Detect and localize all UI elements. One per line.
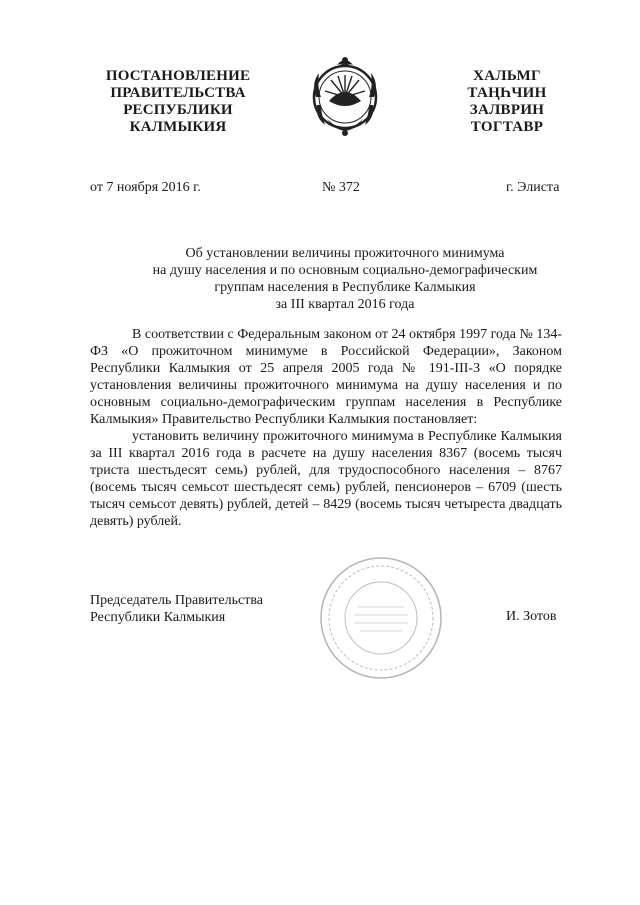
title-line: группам населения в Республике Калмыкия — [214, 280, 476, 295]
signatory-position-line: Председатель Правительства — [90, 593, 263, 608]
signatory-position-line: Республики Калмыкия — [90, 610, 226, 625]
body-paragraph-preamble: В соответствии с Федеральным законом от 24 октября 1997 года № 134-ФЗ «О прожиточном минимуме в Российской Федерации», Законом Республики Калмыкия от 25 апреля 2005 года № 191-III-З «О порядке установления величины прожиточного минимума на душу населения и по основным социально-демографическим группам населения в Республике Калмыкия» Правительство Республики Калмыкия постановляет: — [90, 327, 562, 427]
header-right-line: ТАҢҺЧИН — [467, 85, 547, 101]
title-line: за III квартал 2016 года — [275, 297, 415, 312]
document-date: от 7 ноября 2016 г. — [90, 180, 201, 195]
header-right-line: ТОГТАВР — [470, 119, 544, 135]
signatory-name: И. Зотов — [506, 609, 557, 624]
body-paragraph-resolution: установить величину прожиточного минимума в Республике Калмыкия за III квартал 2016 года в расчете на душу населения 8367 (восемь тысяч триста шестьдесят семь) рублей, для трудоспособного населения – 8767 (восемь тысяч семьсот шестьдесят семь) рублей, пенсионеров – 6709 (шесть тысяч семьсот девять) рублей, детей – 8429 (восемь тысяч четыреста двадцать девять) рублей. — [90, 429, 562, 529]
header-right-line: ЗАЛВРИН — [469, 102, 545, 118]
header-kalmyk-title — [452, 68, 562, 136]
title-line: Об установлении величины прожиточного минимума — [185, 246, 505, 261]
coat-of-arms-icon — [307, 53, 383, 139]
document-title — [100, 245, 590, 313]
header-left-line: КАЛМЫКИЯ — [129, 119, 227, 135]
header-left-line: ПОСТАНОВЛЕНИЕ — [105, 68, 251, 84]
document-body — [90, 326, 562, 530]
seal-stamp-icon — [318, 555, 444, 681]
header-left-line: ПРАВИТЕЛЬСТВА — [110, 85, 246, 101]
document-number: № 372 — [322, 180, 360, 195]
header-right-line: ХАЛЬМГ — [473, 68, 541, 84]
header-russian-title — [90, 68, 266, 136]
title-line: на душу населения и по основным социально-демографическим — [152, 263, 538, 278]
header-left-line: РЕСПУБЛИКИ — [123, 102, 233, 118]
document-city: г. Элиста — [506, 180, 560, 195]
signatory-position — [90, 592, 263, 626]
